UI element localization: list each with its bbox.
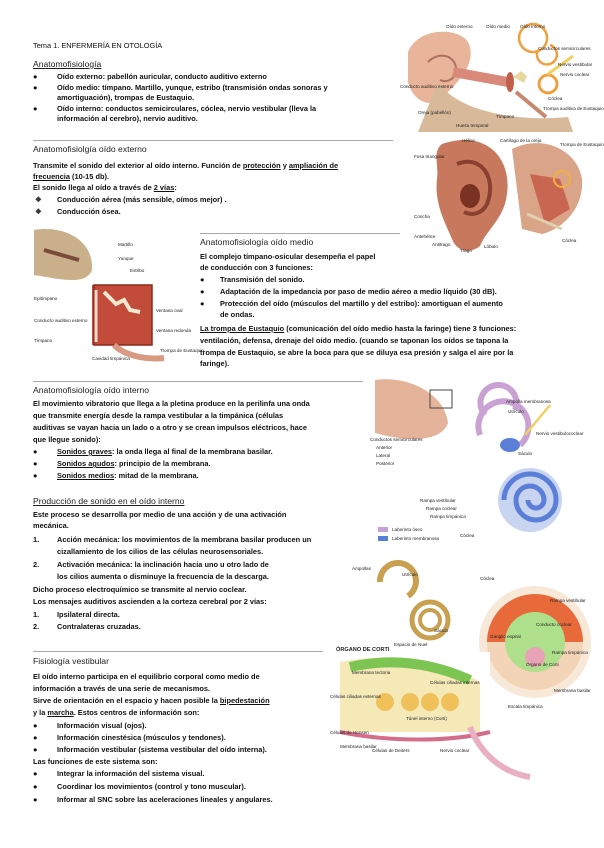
s2-line3 [33,183,177,193]
label: Cóclea [562,238,577,243]
underlined-text: La trompa de Eustaquio [200,324,285,333]
text: : [174,183,177,192]
text: y la [33,708,48,717]
label: Oído interno [520,24,546,29]
underlined-text: ampliación de [288,161,339,170]
label: Hélice [462,138,475,143]
label: Conductos semicirculares [538,46,591,51]
list-item: Coordinar los movimientos (control y tono muscular). [57,782,246,791]
label: ÓRGANO DE CORTI [336,647,390,653]
s2-line1 [33,161,338,171]
bullet-icon: ● [33,82,38,92]
text: : mitad de la membrana. [114,471,199,480]
divider [200,233,400,234]
list-item-cont: los cilios aumenta o disminuye la frecuencia de la descarga. [57,572,269,581]
label: Nervio vestibular [558,62,593,67]
bullet-icon: ● [33,782,38,791]
underlined-text: frecuencia [33,172,70,181]
label: Escala timpánica [508,704,543,709]
underlined-text: marcha [47,708,74,717]
label: Epitímpano [34,296,58,301]
paragraph-line: información a través de una serie de mecanismos. [33,684,211,693]
heading-anatomofisiologia: Anatomofisiología [33,59,102,69]
list-item: Información cinestésica (músculos y tendones). [57,733,226,742]
text: y [280,161,289,170]
label: Espacio de Nuel [394,642,428,647]
underlined-text: 2 vías [153,183,175,192]
label: Membrana tectoria [352,670,391,675]
label: Túnel interno (Corti) [406,716,447,721]
label: Sáculo [518,451,533,456]
label: Membrana basilar [340,744,377,749]
label: Ventana redonda [156,328,191,333]
bullet-icon: ● [33,471,38,480]
label: Tímpano [496,114,515,119]
label: Células de Deiters [372,748,410,753]
divider [33,651,323,652]
bullet-icon: ● [33,72,38,81]
text: : la onda llega al final de la membrana basilar. [112,447,273,456]
label: Antehélice [414,234,436,239]
label: Cóclea [548,96,563,101]
list-item [57,447,273,457]
list-item [57,459,211,469]
label: Yunque [118,256,134,261]
label: Conducto auditivo externo [34,318,88,323]
paragraph-line: faringe). [200,359,230,368]
label: Lateral [376,453,391,458]
list-item: Conducción aérea (más sensible, oímos mejor) . [57,195,227,204]
underlined-text: Sonidos medios [57,471,115,480]
paragraph-line: mecánica. [33,521,69,530]
label: Utrículo [402,572,418,577]
s2-line2 [33,172,109,182]
label: Nervio vestibulococlear [536,431,584,436]
list-item [57,471,199,481]
underlined-text: bipedestación [219,696,270,705]
heading-oido-medio: Anatomofisiología oído medio [200,237,314,247]
label: Martillo [118,242,133,247]
paragraph-line: de conducción con 3 funciones: [200,263,313,272]
text: Transmite el sonido del exterior al oído interno. Función de [33,161,241,170]
paragraph-line: Dicho proceso electroquímico se transmite al nervio coclear. [33,585,247,594]
label: Rampa timpánica [430,514,466,519]
list-item: Protección del oído (músculos del martillo y del estribo): amortiguan el aumento [220,299,503,308]
paragraph-line: El movimiento vibratorio que llega a la pletina produce en la perilinfa una onda [33,399,310,408]
ear-anatomy-figure [398,22,604,132]
underlined-text: protección [242,161,281,170]
bullet-icon: ● [200,287,205,296]
diamond-bullet-icon: ❖ [35,195,42,204]
text: . Estos centros de información son: [73,708,200,717]
label: Anterior [376,445,393,450]
num-marker: 1. [33,535,40,544]
legend-label: Laberinto óseo [392,527,423,532]
heading-oido-interno: Anatomofisiología oído interno [33,385,150,395]
heading-produccion-sonido: Producción de sonido en el oído interno [33,496,185,506]
list-item: Ipsilateral directa. [57,610,120,619]
label: Cóclea [480,576,495,581]
bullet-icon: ● [33,447,38,456]
bullet-icon: ● [200,299,205,308]
paragraph-line: Las funciones de este sistema son: [33,757,158,766]
heading-oido-externo: Anatomofisiolgía oído externo [33,144,147,154]
list-item: Información vestibular (sistema vestibular del oído interna). [57,745,267,754]
label: Células ciliadas externas [330,694,381,699]
bullet-icon: ● [33,721,38,730]
bullet-icon: ● [33,769,38,778]
label: Oído externo [446,24,473,29]
list-item: Información visual (ojos). [57,721,147,730]
bullet-icon: ● [33,795,38,804]
diamond-bullet-icon: ❖ [35,207,42,216]
list-item: Conducción ósea. [57,207,121,216]
text: (comunicación del oído medio hasta la faringe) tiene 3 funciones: [284,324,517,333]
label: Sáculo [434,628,449,633]
text: (10-15 db). [69,172,109,181]
label: Ampolla membranosa [506,399,551,404]
bullet-icon: ● [33,459,38,468]
document-title: Tema 1. ENFERMERÍA EN OTOLOGÍA [33,41,163,50]
label: Rampa coclear [426,506,457,511]
label: Hueso temporal [456,123,489,128]
label: Ventana oval [156,308,183,313]
underlined-text: Sonidos agudos [57,459,115,468]
label: Conducto auditivo externo [400,84,454,89]
middle-ear-figure [34,230,204,370]
label: Células de Hensen [330,730,369,735]
inner-ear-figure [370,375,590,550]
list-item-cont: de ondas. [220,310,255,319]
label: Rampa vestibular [420,498,456,503]
paragraph-line [33,708,199,718]
label: Tímpano [34,338,53,343]
label: Posterior [376,461,395,466]
list-item: Informar al SNC sobre las aceleraciones lineales y angulares. [57,795,273,804]
label: Conductos semicirculares [370,437,423,442]
auricle-figure [412,134,604,256]
text: Sirve de orientación en el espacio y hacen posible la [33,696,220,705]
list-item: Acción mecánica: los movimientos de la membrana basilar producen un [57,535,312,544]
label: Nervio coclear [560,72,590,77]
list-item-cont: cizallamiento de los cilios de las células neurosensoriales. [57,547,264,556]
label: Células ciliadas internas [430,680,480,685]
label: Estribo [130,268,145,273]
bullet-icon: ● [33,745,38,754]
paragraph-line [200,324,516,334]
bullet-icon: ● [33,103,38,113]
underlined-text: Sonidos graves [57,447,113,456]
label: Cavidad timpánica [92,356,130,361]
bullet-icon: ● [33,733,38,742]
label: Órgano de Corti [526,662,559,667]
label: Utrículo [508,409,524,414]
label: Cóclea [460,533,475,538]
num-marker: 2. [33,560,40,569]
label: Nervio coclear [440,748,470,753]
text: El sonido llega al oído a través de [33,183,154,192]
paragraph-line: Los mensajes auditivos ascienden a la corteza cerebral por 2 vías: [33,597,267,606]
bullet-icon: ● [200,275,205,284]
list-item-cont: amortiguación), trompas de Eustaquio. [57,93,195,102]
paragraph-line: Este proceso se desarrolla por medio de una acción y de una activación [33,510,287,519]
label: Oreja (pabellón) [418,110,451,115]
divider [33,140,393,141]
heading-fisiologia-vestibular: Fisiología vestibular [33,656,109,666]
paragraph-line: El complejo tímpano-osicular desempeña el papel [200,252,376,261]
label: Ganglio espiral [490,634,521,639]
list-item: Contralateras cruzadas. [57,622,141,631]
label: Trompa auditiva de Eustaquio [543,106,604,111]
legend-label: Laberinto membranoso [392,536,440,541]
label: Rampa timpánica [552,650,588,655]
list-item: Transmisión del sonido. [220,275,305,284]
organ-of-corti-figure [330,562,592,824]
list-item: Oído interno: conductos semicirculares, cóclea, nervio vestibular (lleva la [57,103,317,113]
text: : principio de la membrana. [114,459,211,468]
label: Cartílago de la oreja [500,138,542,143]
num-marker: 2. [33,622,40,631]
paragraph-line: El oído interno participa en el equilibrio corporal como medio de [33,672,260,681]
label: Concha [414,214,430,219]
label: Fosa triangular [414,154,445,159]
list-item: Integrar la información del sistema visual. [57,769,205,778]
label: Antitrago [432,242,451,247]
label: Rampa vestibular [550,598,586,603]
label: Oído medio [486,24,510,29]
label: Lóbulo [484,244,498,249]
label: Conducto coclear [536,622,572,627]
paragraph-line: trompa de Eustaquio, se abre la boca para que se diluya esa presión y salga el aire por la [200,347,514,357]
list-item: Oído medio: tímpano. Martillo, yunque, estribo (transmisión ondas sonoras y [57,82,328,92]
paragraph-line: ventilación, defensa, drenaje del oído medio. (cuando se taponan los oídos se tapona la [200,336,509,345]
paragraph-line: auditivas se vayan hacia un lado o a otro y se crean impulsos eléctricos, hace [33,423,307,432]
label: Trompa de Eustaquio [160,348,204,353]
list-item: Oído externo: pabellón auricular, conducto auditivo externo [57,72,267,81]
divider [33,381,363,382]
list-item-cont: información al cerebro), nervio auditivo. [57,114,198,123]
list-item: Activación mecánica: la inclinación hacia uno u otro lado de [57,560,269,569]
label: Membrana basilar [554,688,591,693]
label: Trompa de Eustaquio [560,142,604,147]
paragraph-line [33,696,270,706]
paragraph-line: que transmite energía desde la rampa vestibular a la timpánica (células [33,411,284,420]
num-marker: 1. [33,610,40,619]
label: Ampollas [352,566,371,571]
list-item: Adaptación de la impedancia por paso de medio aéreo a medio líquido (30 dB). [220,287,497,296]
paragraph-line: que llegue sonido): [33,435,101,444]
label: Trago [460,248,472,253]
